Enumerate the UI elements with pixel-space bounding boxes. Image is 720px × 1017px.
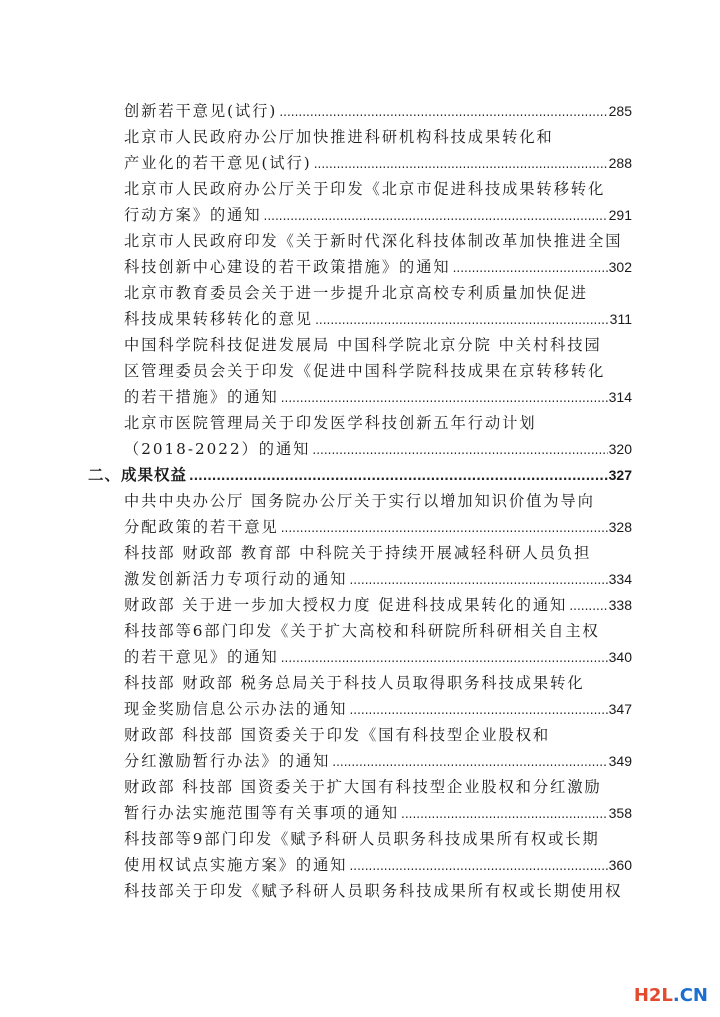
dot-leader bbox=[279, 645, 608, 671]
toc-page-number: 320 bbox=[608, 441, 632, 457]
toc-entry-text: 北京市教育委员会关于进一步提升北京高校专利质量加快促进 bbox=[124, 284, 589, 302]
toc-entry-line[interactable] bbox=[124, 696, 632, 722]
toc-entry-text: 区管理委员会关于印发《促进中国科学院科技成果在京转移转化 bbox=[124, 362, 606, 380]
toc-page-number: 360 bbox=[608, 857, 632, 873]
toc-entry-line[interactable] bbox=[124, 826, 632, 852]
toc-entry-line[interactable] bbox=[124, 228, 632, 254]
dot-leader bbox=[347, 853, 607, 879]
watermark-part-2: .CN bbox=[672, 985, 708, 1006]
dot-leader bbox=[399, 801, 608, 827]
dot-leader bbox=[279, 385, 608, 411]
dot-leader bbox=[330, 749, 607, 775]
toc-entry-line[interactable] bbox=[124, 540, 632, 566]
toc-page-number: 314 bbox=[608, 389, 632, 405]
toc-entry-line[interactable] bbox=[124, 618, 632, 644]
toc-entry-line[interactable] bbox=[124, 800, 632, 826]
toc-entry-text: 北京市人民政府办公厅关于印发《北京市促进科技成果转移转化 bbox=[124, 180, 606, 198]
table-of-contents bbox=[88, 98, 632, 904]
site-watermark-logo bbox=[634, 985, 708, 1006]
toc-entry-line[interactable] bbox=[124, 592, 632, 618]
toc-entry-text: 产业化的若干意见(试行) bbox=[124, 154, 312, 172]
toc-entry-line[interactable] bbox=[124, 306, 632, 332]
toc-entry-text: （2018-2022）的通知 bbox=[124, 440, 311, 458]
toc-entry-text: 科技成果转移转化的意见 bbox=[124, 310, 314, 328]
toc-entry-text: 科技部关于印发《赋予科研人员职务科技成果所有权或长期使用权 bbox=[124, 882, 623, 900]
toc-entry-text: 分红激励暂行办法》的通知 bbox=[124, 752, 331, 770]
dot-leader bbox=[187, 463, 608, 489]
toc-entry-line[interactable] bbox=[124, 878, 632, 904]
toc-entry-text: 的若干措施》的通知 bbox=[124, 388, 279, 406]
toc-section-heading[interactable] bbox=[88, 462, 632, 488]
dot-leader bbox=[347, 697, 607, 723]
toc-entry-line[interactable] bbox=[124, 774, 632, 800]
toc-entry-line[interactable] bbox=[124, 358, 632, 384]
toc-entry-line[interactable] bbox=[124, 670, 632, 696]
toc-page-number: 340 bbox=[608, 649, 632, 665]
toc-entry-line[interactable] bbox=[124, 410, 632, 436]
toc-entry-text: 科技部等9部门印发《赋予科研人员职务科技成果所有权或长期 bbox=[124, 830, 600, 848]
toc-page-number: 358 bbox=[608, 805, 632, 821]
toc-entry-line[interactable] bbox=[124, 124, 632, 150]
toc-entry-text: 北京市人民政府办公厅加快推进科研机构科技成果转化和 bbox=[124, 128, 554, 146]
toc-entry-text: 二、成果权益 bbox=[88, 466, 188, 484]
dot-leader bbox=[313, 307, 609, 333]
toc-entry-text: 中共中央办公厅 国务院办公厅关于实行以增加知识价值为导向 bbox=[124, 492, 595, 510]
toc-entry-line[interactable] bbox=[124, 98, 632, 124]
toc-entry-line[interactable] bbox=[124, 514, 632, 540]
toc-entry-text: 行动方案》的通知 bbox=[124, 206, 262, 224]
toc-entry-line[interactable] bbox=[124, 384, 632, 410]
toc-page-number: 347 bbox=[608, 701, 632, 717]
toc-entry-text: 科技部 财政部 教育部 中科院关于持续开展减轻科研人员负担 bbox=[124, 544, 592, 562]
toc-entry-text: 中国科学院科技促进发展局 中国科学院北京分院 中关村科技园 bbox=[124, 336, 602, 354]
toc-entry-line[interactable] bbox=[124, 722, 632, 748]
dot-leader bbox=[310, 437, 607, 463]
dot-leader bbox=[279, 515, 608, 541]
toc-entry-text: 财政部 科技部 国资委关于扩大国有科技型企业股权和分红激励 bbox=[124, 778, 602, 796]
toc-entry-line[interactable] bbox=[124, 566, 632, 592]
dot-leader bbox=[262, 203, 608, 229]
toc-entry-text: 使用权试点实施方案》的通知 bbox=[124, 856, 348, 874]
toc-page-number: 328 bbox=[608, 519, 632, 535]
toc-entry-line[interactable] bbox=[124, 644, 632, 670]
toc-entry-line[interactable] bbox=[124, 436, 632, 462]
dot-leader bbox=[277, 99, 607, 125]
toc-entry-text: 的若干意见》的通知 bbox=[124, 648, 279, 666]
toc-entry-line[interactable] bbox=[124, 852, 632, 878]
toc-entry-text: 财政部 科技部 国资委关于印发《国有科技型企业股权和 bbox=[124, 726, 551, 744]
dot-leader bbox=[451, 255, 608, 281]
toc-entry-text: 财政部 关于进一步加大授权力度 促进科技成果转化的通知 bbox=[124, 596, 568, 614]
dot-leader bbox=[347, 567, 607, 593]
toc-page-number: 334 bbox=[608, 571, 632, 587]
toc-entry-text: 北京市医院管理局关于印发医学科技创新五年行动计划 bbox=[124, 414, 537, 432]
toc-page-number: 349 bbox=[608, 753, 632, 769]
toc-entry-line[interactable] bbox=[124, 150, 632, 176]
toc-entry-text: 科技创新中心建设的若干政策措施》的通知 bbox=[124, 258, 451, 276]
toc-entry-line[interactable] bbox=[124, 748, 632, 774]
toc-entry-text: 北京市人民政府印发《关于新时代深化科技体制改革加快推进全国 bbox=[124, 232, 623, 250]
toc-entry-line[interactable] bbox=[124, 254, 632, 280]
toc-entry-text: 科技部等6部门印发《关于扩大高校和科研院所科研相关自主权 bbox=[124, 622, 600, 640]
dot-leader bbox=[312, 151, 608, 177]
toc-entry-line[interactable] bbox=[124, 488, 632, 514]
toc-entry-line[interactable] bbox=[124, 176, 632, 202]
toc-page-number: 327 bbox=[608, 467, 632, 483]
toc-page-number: 311 bbox=[609, 311, 632, 327]
toc-entry-text: 科技部 财政部 税务总局关于科技人员取得职务科技成果转化 bbox=[124, 674, 585, 692]
toc-page-number: 338 bbox=[608, 597, 632, 613]
toc-entry-text: 现金奖励信息公示办法的通知 bbox=[124, 700, 348, 718]
toc-entry-text: 创新若干意见(试行) bbox=[124, 102, 278, 120]
toc-page-number: 285 bbox=[608, 103, 632, 119]
toc-entry-line[interactable] bbox=[124, 280, 632, 306]
toc-entry-text: 分配政策的若干意见 bbox=[124, 518, 279, 536]
toc-entry-text: 激发创新活力专项行动的通知 bbox=[124, 570, 348, 588]
toc-entry-line[interactable] bbox=[124, 332, 632, 358]
toc-entry-text: 暂行办法实施范围等有关事项的通知 bbox=[124, 804, 399, 822]
toc-page-number: 288 bbox=[608, 155, 632, 171]
watermark-part-1: H2L bbox=[633, 985, 673, 1006]
dot-leader bbox=[567, 593, 607, 619]
toc-page-number: 302 bbox=[608, 259, 632, 275]
toc-entry-line[interactable] bbox=[124, 202, 632, 228]
toc-page-number: 291 bbox=[608, 207, 632, 223]
